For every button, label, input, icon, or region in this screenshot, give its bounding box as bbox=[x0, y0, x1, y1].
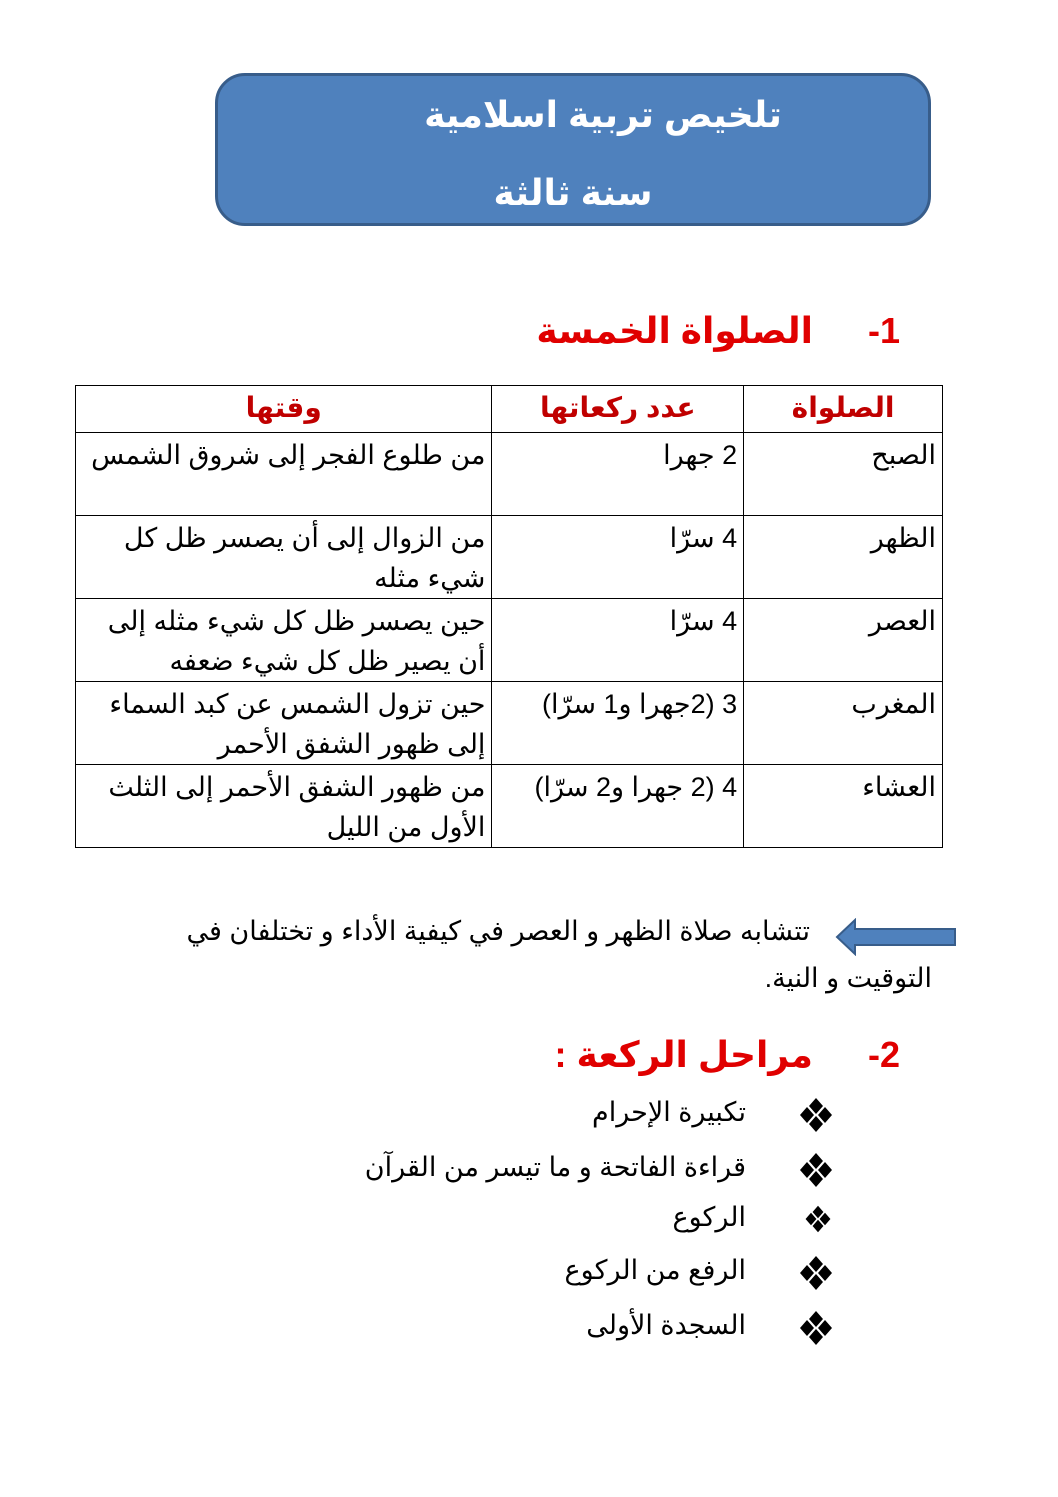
table-row bbox=[76, 765, 943, 848]
section-1-heading bbox=[536, 310, 900, 352]
table-header-row bbox=[76, 386, 943, 433]
table-row bbox=[76, 433, 943, 516]
table-header: الصلواة bbox=[744, 386, 943, 433]
banner-subtitle: سنة ثالثة bbox=[493, 172, 653, 213]
table-cell: من الزوال إلى أن يصسر ظل كل شيء مثله bbox=[76, 516, 492, 599]
diamond-bullet-icon bbox=[798, 1152, 834, 1188]
table-cell: الظهر bbox=[744, 516, 943, 599]
section-title: مراحل الركعة : bbox=[554, 1034, 813, 1075]
table-cell: 4 (2 جهرا و2 سرّا) bbox=[492, 765, 744, 848]
table-cell: حين يصسر ظل كل شيء مثله إلى أن يصير ظل كل شيء ضعفه bbox=[76, 599, 492, 682]
left-arrow-icon bbox=[835, 918, 959, 956]
note-line-1: تتشابه صلاة الظهر و العصر في كيفية الأداء و تختلفان في bbox=[186, 916, 810, 946]
table-cell: حين تزول الشمس عن كبد السماء إلى ظهور الشفق الأحمر bbox=[76, 682, 492, 765]
table-row bbox=[76, 516, 943, 599]
table-cell: من ظهور الشفق الأحمر إلى الثلث الأول من الليل bbox=[76, 765, 492, 848]
title-banner bbox=[215, 73, 931, 226]
table-cell: العشاء bbox=[744, 765, 943, 848]
banner-title: تلخيص تربية اسلامية bbox=[424, 94, 782, 135]
table-row bbox=[76, 599, 943, 682]
list-item: الرفع من الركوع bbox=[564, 1255, 746, 1285]
table-cell: 4 سرّا bbox=[492, 599, 744, 682]
list-item: السجدة الأولى bbox=[586, 1310, 746, 1340]
prayers-table bbox=[75, 385, 943, 848]
diamond-bullet-icon bbox=[798, 1310, 834, 1346]
diamond-bullet-icon bbox=[798, 1255, 834, 1291]
section-title: الصلواة الخمسة bbox=[536, 310, 813, 351]
diamond-bullet-icon bbox=[798, 1097, 834, 1133]
section-number: 1- bbox=[867, 310, 900, 351]
note-line-2: التوقيت و النية. bbox=[764, 963, 932, 993]
table-cell: المغرب bbox=[744, 682, 943, 765]
list-item: الركوع bbox=[672, 1202, 746, 1232]
table-header: عدد ركعاتها bbox=[492, 386, 744, 433]
table-row bbox=[76, 682, 943, 765]
list-item: قراءة الفاتحة و ما تيسر من القرآن bbox=[364, 1152, 746, 1182]
table-cell: 2 جهرا bbox=[492, 433, 744, 516]
table-cell: 4 سرّا bbox=[492, 516, 744, 599]
diamond-bullet-icon bbox=[804, 1205, 832, 1233]
table-cell: العصر bbox=[744, 599, 943, 682]
table-cell: 3 (2جهرا و1 سرّا) bbox=[492, 682, 744, 765]
section-number: 2- bbox=[867, 1034, 900, 1075]
table-cell: من طلوع الفجر إلى شروق الشمس bbox=[76, 433, 492, 516]
section-2-heading bbox=[555, 1034, 900, 1076]
table-cell: الصبح bbox=[744, 433, 943, 516]
table-header: وقتها bbox=[76, 386, 492, 433]
list-item: تكبيرة الإحرام bbox=[592, 1097, 746, 1127]
